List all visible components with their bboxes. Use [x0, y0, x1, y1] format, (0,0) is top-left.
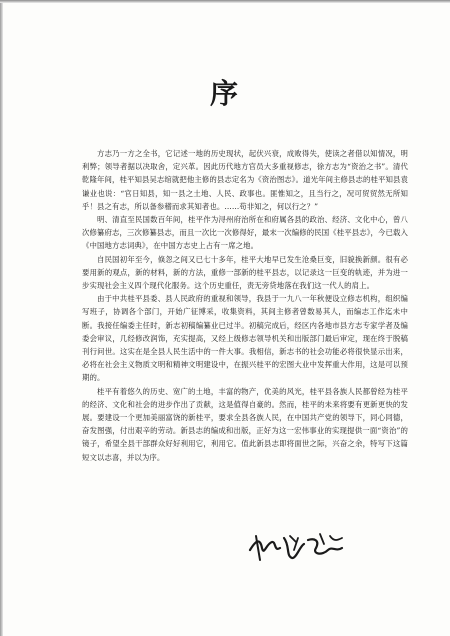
scan-edge-top	[0, 0, 450, 3]
paragraph-4: 由于中共桂平县委、县人民政府的重视和领导，我县于一九八一年秋便设立修志机构，组织编写班子，协调各个部门，开始广征博采，收集资料，其间主修者曾数易其人，而编志工作迄未中断。我接任编委主任时，新志初稿编纂业已过半。初稿完成后，经区内各地市县方志专家学者及编委会审议，几经修改润饰，充实提高，又经上级修志领导机关和出版部门最后审定，现在终于脱稿刊行问世。这实在是全县人民生活中的一件大事。我相信，新志书的社会功能必将很快显示出来，必将在社会主义物质文明和精神文明建设中，在振兴桂平的宏图大业中发挥重大作用，这是可以预期的。	[82, 294, 408, 383]
paragraph-1: 方志乃一方之全书，它记述一地的历史现状，起伏兴衰，成败得失，使读之者借以知情况，明利弊；领导者据以决取舍，定兴革。因此历代地方官员大多重视修志，徐方志为“资治之书”。清代乾隆年间，桂平知县吴志绾就把他主修的县志定名为《资治图志》。道光年间主修县志的桂平知县袁谦业也说：“官日知县，知一县之土地、人民、政事也。匪惟知之，且当行之，况可贸贸然无所知乎！县之有志，所以备参稽而求其知者也。……苟非知之，何以行之？”	[82, 149, 408, 211]
paragraph-3: 自民国初年至今，倏忽之间又已七十多年，桂平大地早已发生沧桑巨变，旧貌换新颜。很有必要用新的观点，新的材料，新的方法，重修一部新的桂平县志，以记录这一巨变的轨迹，并为进一步实现社会主义四个现代化服务。这个历史重任，责无旁贷地落在我们这一代人的肩上。	[82, 254, 408, 291]
paragraph-2: 明、清直至民国数百年间，桂平作为浔州府治所在和府属各县的政治、经济、文化中心，曾八次修纂府志，三次修纂县志，而且一次比一次修得好，最末一次编修的民国《桂平县志》，今已载入《中国地方志词典》，在中国方志史上占有一席之地。	[82, 215, 408, 251]
handwritten-signature	[246, 530, 356, 564]
paragraph-5: 桂平有着悠久的历史、宽广的土地，丰富的物产，优美的风光，桂平县各族人民都曾经为桂平的经济、文化和社会的进步作出了贡献，这是值得自豪的。然而，桂平的未来将要有更新更快的发展。要建设一个更加美丽富饶的新桂平，要求全县各族人民，在中国共产党的领导下，同心同德，奋发图强，付出艰辛的劳动。新县志的编成和出版，正好为这一宏伟事业的实现提供一面“资治”的镜子，希望全县干部群众好好利用它，利用它。值此新县志即将面世之际，兴奋之余，特写下这篇短文以志喜，并以为序。	[82, 386, 408, 462]
preface-body	[82, 147, 408, 464]
page-title: 序	[209, 77, 240, 110]
